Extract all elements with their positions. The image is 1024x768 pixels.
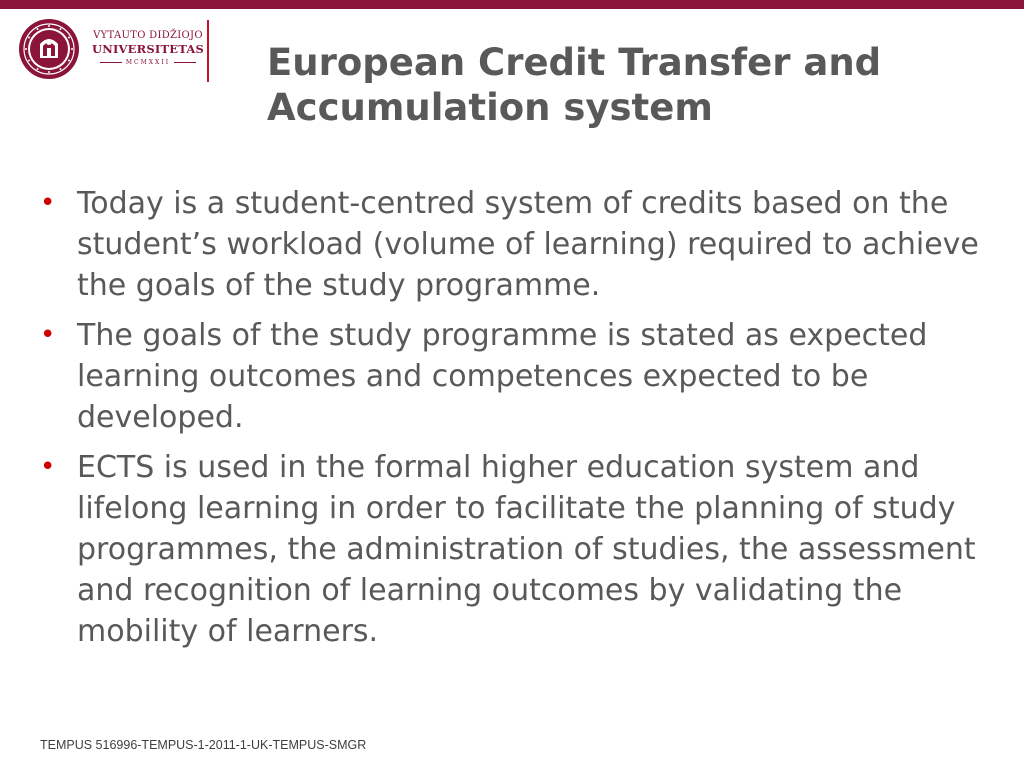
logo-line-2: UNIVERSITETAS <box>92 42 204 56</box>
bullet-text: ECTS is used in the formal higher education system and lifelong learning in order to facilitate the planning of study programmes, the administration of studies, the assessment and recognition of learning outcomes by validating the mobility of learners. <box>77 450 976 649</box>
footer-text: TEMPUS 516996-TEMPUS-1-2011-1-UK-TEMPUS-SMGR <box>40 738 367 752</box>
bullet-dot-icon: • <box>40 188 56 218</box>
logo-divider <box>207 20 209 82</box>
bullet-item <box>40 183 990 306</box>
logo-wordmark <box>88 30 208 68</box>
slide-title: European Credit Transfer and Accumulation system <box>267 41 882 129</box>
bullet-item <box>40 315 990 438</box>
university-logo <box>18 18 208 84</box>
university-seal-icon <box>18 18 80 80</box>
bullet-dot-icon: • <box>40 452 56 482</box>
bullet-item <box>40 447 990 652</box>
bullet-list <box>40 183 990 661</box>
logo-line-1: VYTAUTO DIDŽIOJO <box>93 30 203 41</box>
bullet-text: Today is a student-centred system of credits based on the student’s workload (volume of learning) required to achieve the goals of the study programme. <box>77 186 979 303</box>
logo-line-3: MCMXXII <box>88 58 208 68</box>
bullet-dot-icon: • <box>40 320 56 350</box>
top-accent-bar <box>0 0 1024 9</box>
bullet-text: The goals of the study programme is stated as expected learning outcomes and competences expected to be developed. <box>77 318 928 435</box>
